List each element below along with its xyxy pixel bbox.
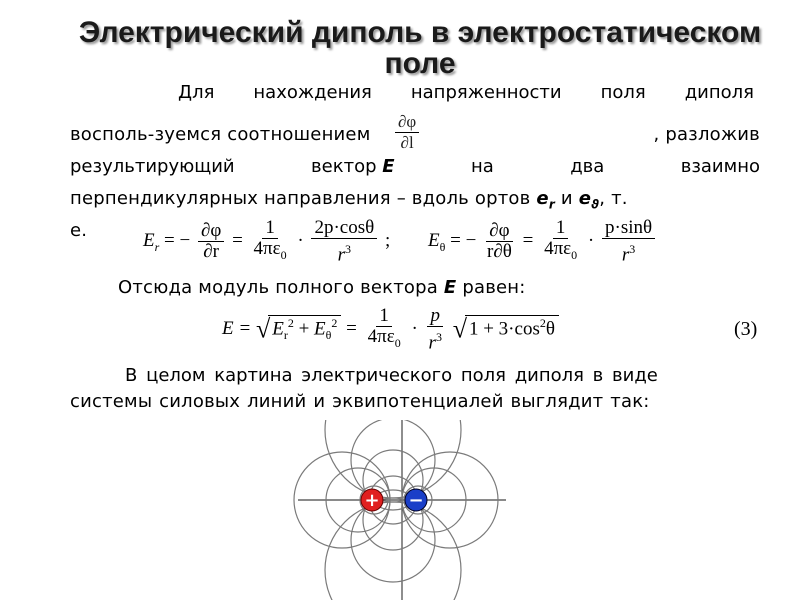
E-lhs: E = [222,318,256,340]
word-vector [311,156,395,177]
Er-lhs: E [143,230,155,252]
Er-frac1 [198,221,224,262]
Er-f3-den: r [337,244,346,266]
line4-end: , т. [599,188,628,209]
unit-vector-er: e [536,188,549,209]
paragraph2-end: равен: [462,277,526,298]
E-rad2-end: θ [545,318,555,340]
minus-label: − [408,490,424,511]
E-f1-den-sub: 0 [394,336,401,351]
Etheta-f2-den-sub: 0 [571,248,578,263]
Er-frac2 [251,218,290,265]
page-title-line-2: поле [384,47,456,80]
Er-separator: ; [384,230,391,252]
paragraph1-line2-left: восполь-зуемся соотношением [70,124,371,145]
word: Для [178,82,215,103]
sqrt-body [268,315,341,343]
Etheta-f1-num: ∂φ [486,221,512,242]
paragraph3-line2: системы силовых линий и эквипотенциалей выглядит так: [70,391,650,412]
paragraph3-line1 [125,365,763,386]
paragraph1-line4 [70,188,760,212]
vector-E: E [443,277,457,298]
Etheta-frac2 [541,218,580,265]
plus-label: + [364,490,380,511]
word: два [570,156,605,177]
Etheta-frac1 [484,221,515,262]
vector-E: E [382,156,395,177]
paragraph1-line2-right: , разложив [653,124,760,145]
E-frac1 [365,306,404,353]
Etheta-lhs: E [428,230,440,252]
paragraph2-text: Отсюда модуль полного вектора [118,277,438,298]
Er-frac3 [311,218,377,265]
Er-eq: = − [164,230,191,252]
equation-number: (3) [734,318,758,340]
formula-Etheta: $E_\theta$ = − $\frac{\partial\varphi}{r\partial\theta}$ = $\frac{1}{4\pi\varepsilon_0}$ · $\frac{p\cdot\sin\theta}{r^3}$ [428,218,658,265]
E-f2-den-sup: 3 [435,330,442,344]
line4-text [70,188,628,212]
E-rad2-sup: 2 [539,315,546,330]
line4-a: перпендикулярных направления – вдоль ортов [70,188,531,209]
word: поля [600,82,646,103]
word: на [470,156,494,177]
Er-f2-den: 4πε [253,238,281,260]
E-rad-sub-b: θ [325,327,332,342]
relation-numerator: ∂φ [395,112,419,133]
E-rad-a: E [272,318,284,340]
formula-E-modulus: E = √ $E_r^2 + E_\theta^2$ = $\frac{1}{4\pi\varepsilon_0}$ · $\frac{p}{r^3}$ √ $1 + 3\cdot\cos^2\theta$ [222,306,559,353]
E-rad-sup-a: 2 [287,315,294,330]
E-rad2: 1 + 3·cos [468,318,540,340]
Er-f1-num: ∂φ [198,221,224,242]
Etheta-f3-den-sup: 3 [629,242,636,256]
Etheta-f1-den: r∂θ [487,241,512,263]
paragraph2 [118,277,526,298]
word: диполя [684,82,754,103]
unit-vector-etheta: e [578,188,592,209]
E-rad-sub-a: r [283,327,288,342]
Etheta-f3-num: p·sinθ [602,218,655,239]
paragraph1-line1 [178,82,754,103]
E-frac2 [426,306,445,353]
word: напряженности [410,82,562,103]
word: взаимно [680,156,760,177]
field-line [325,420,461,498]
Etheta-f2-num: 1 [553,218,569,239]
Er-f2-den-sub: 0 [280,248,287,263]
relation-formula [392,112,422,153]
Er-lhs-sub: r [154,239,160,254]
Er-f3-den-sup: 3 [345,242,352,256]
paragraph1-line3 [70,156,760,177]
and: и [560,188,573,209]
formula-Er: $E_r$ = − $\frac{\partial\varphi}{\partial r}$ = $\frac{1}{4\pi\varepsilon_0}$ · $\frac{2p\cdot\cos\theta}{r^3}$ ; [143,217,391,266]
paragraph1-line5: е. [70,220,88,241]
dipole-field-diagram [292,420,512,600]
E-rad-sup-b: 2 [331,315,338,330]
E-f2-num: p [430,305,440,326]
Er-f1-den: ∂r [203,241,219,263]
word: нахождения [253,82,372,103]
Etheta-lhs-sub: θ [439,239,446,254]
E-f1-num: 1 [376,306,392,327]
word: результирующий [70,156,235,177]
Etheta-f2-den: 4πε [544,238,572,260]
field-lines [294,420,506,600]
Etheta-frac3 [602,218,655,265]
Etheta-f3-den: r [621,244,630,266]
Er-f3-num: 2p·cosθ [311,218,377,239]
sqrt-symbol-2: √ [452,314,467,344]
sub-r: r [548,197,555,212]
page-title-line-1: Электрический диполь в электростатическом [78,16,762,49]
E-plus: + [293,318,315,340]
E-f2-den: r [428,332,436,354]
paragraph3-line1-text: В целом картина электрического поля диполя в виде [125,365,658,386]
E-f1-den: 4πε [367,326,395,348]
relation-denominator: ∂l [400,133,414,152]
Etheta-eq: = − [450,230,477,252]
Er-f2-num: 1 [262,218,278,239]
field-line [325,502,461,600]
E-rad-b: E [314,318,326,340]
sqrt-symbol: √ [255,314,271,344]
word: вектор [311,156,377,177]
sqrt-body-2 [465,315,559,340]
sub-theta: ϑ [591,197,600,212]
